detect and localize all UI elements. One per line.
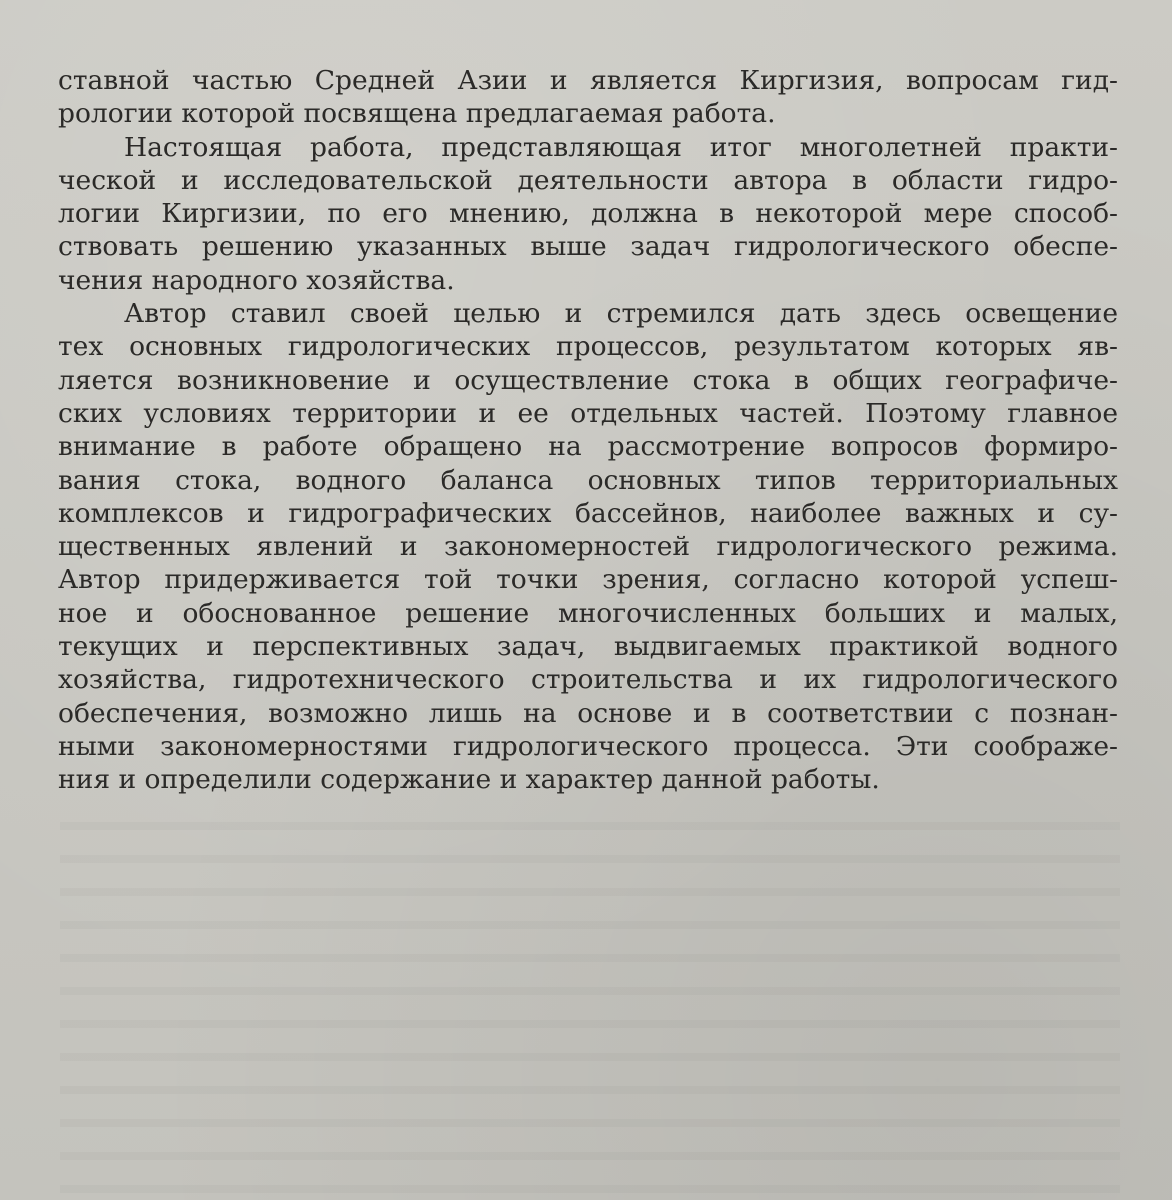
paragraph-start-line: Настоящая работа, представляющая итог многолетней практи- [124,131,1118,163]
text-line: ческой и исследовательской деятельности автора в области гидро- [58,164,1118,196]
text-line: ствовать решению указанных выше задач гидрологического обеспе- [58,231,1118,263]
text-line: чения народного хозяйства. [58,264,455,296]
text-line: комплексов и гидрографических бассейнов, наиболее важных и су- [58,497,1118,529]
reverse-side-showthrough [60,800,1120,1200]
text-line: щественных явлений и закономерностей гидрологического режима. [58,531,1118,563]
body-text [58,64,1118,797]
text-line: обеспечения, возможно лишь на основе и в соответствии с познан- [58,697,1118,729]
text-line: ния и определили содержание и характер данной работы. [58,764,880,796]
text-line: вания стока, водного баланса основных типов территориальных [58,464,1118,496]
text-line: внимание в работе обращено на рассмотрение вопросов формиро- [58,431,1118,463]
text-line: логии Киргизии, по его мнению, должна в некоторой мере способ- [58,198,1118,230]
text-line: хозяйства, гидротехнического строительства и их гидрологического [58,664,1118,696]
text-line: ляется возникновение и осуществление стока в общих географиче- [58,364,1118,396]
text-line: ными закономерностями гидрологического процесса. Эти соображе- [58,730,1118,762]
paragraph-start-line: Автор ставил своей целью и стремился дать здесь освещение [124,298,1118,330]
text-line: рологии которой посвящена предлагаемая работа. [58,98,776,130]
text-line: ное и обоснованное решение многочисленных больших и малых, [58,597,1118,629]
text-line: ставной частью Средней Азии и является Киргизия, вопросам гид- [58,65,1118,96]
text-line: Автор придерживается той точки зрения, согласно которой успеш- [58,564,1118,596]
text-line: ских условиях территории и ее отдельных частей. Поэтому главное [58,397,1118,429]
text-line: тех основных гидрологических процессов, результатом которых яв- [58,331,1118,363]
text-line: текущих и перспективных задач, выдвигаемых практикой водного [58,631,1118,663]
